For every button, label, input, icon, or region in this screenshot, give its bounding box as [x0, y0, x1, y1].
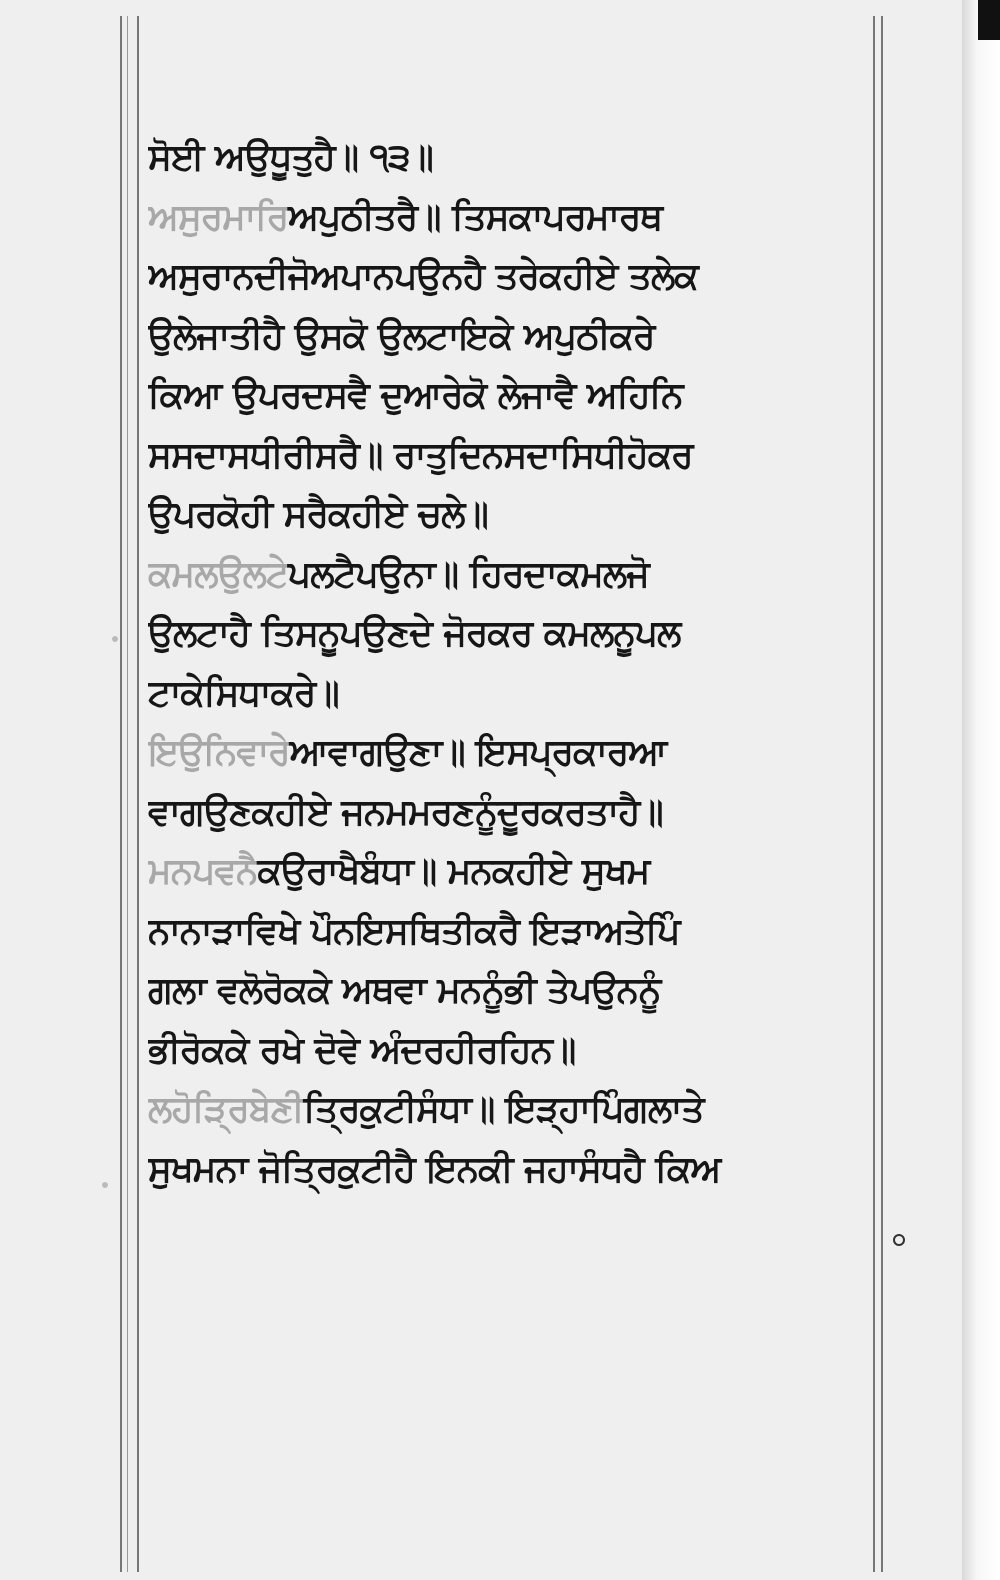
- line-text: ਸੁਖਮਨਾ ਜੋਤ੍ਰਿਕੁਟੀਹੈ ਇਨਕੀ ਜਹਾਸੰਧਹੈ ਕਿਅ: [148, 1148, 721, 1190]
- line-text: ਨਾਨਾੜਾਵਿਖੇ ਪੌਨਇਸਥਿਤੀਕਰੈ ਇੜਾਅਤੇਪਿੰ: [148, 910, 680, 952]
- line-text: ਉਲੇਜਾਤੀਹੈ ਉਸਕੋ ਉਲਟਾਇਕੇ ਅਪੁਠੀਕਰੇ: [148, 315, 655, 357]
- text-line: [148, 1140, 878, 1200]
- line-text: ਆਵਾਗਉਣਾ॥ ਇਸਪ੍ਰਕਾਰਆ: [289, 732, 667, 773]
- text-line: [148, 188, 878, 248]
- scan-border: [978, 0, 1000, 40]
- text-line: [148, 366, 878, 426]
- rubric-phrase: ਲਹੋੜ੍ਰਿਬੇਣੀ: [148, 1089, 304, 1130]
- ink-spot: [102, 1182, 108, 1188]
- text-line: [148, 307, 878, 367]
- end-mark: [893, 1234, 905, 1246]
- text-line: [148, 1021, 878, 1081]
- left-margin-rule: [127, 16, 128, 1572]
- line-text: ਅਸੁਰਾਨਦੀਜੋਅਪਾਨਪਉਨਹੈ ਤਰੇਕਹੀਏ ਤਲੇਕ: [148, 256, 698, 297]
- line-text: ਭੀਰੋਕਕੇ ਰਖੇ ਦੋਵੇ ਅੰਦਰਹੀਰਹਿਨ॥: [148, 1029, 576, 1071]
- line-text: ਉਲਟਾਹੈ ਤਿਸਨੂਪਉਣਦੇ ਜੋਰਕਰ ਕਮਲਨੂਪਲ: [148, 613, 681, 654]
- rubric-phrase: ਕਮਲਉਲਟੇ: [148, 553, 289, 595]
- rubric-phrase: ਮਨਪਵਨੈ: [148, 851, 258, 892]
- line-text: ਉਪਰਕੋਹੀ ਸਰੈਕਹੀਏ ਚਲੇ॥: [148, 494, 488, 535]
- left-margin-rule: [137, 16, 139, 1572]
- line-text: ਅਪੁਠੀਤਰੈ॥ ਤਿਸਕਾਪਰਮਾਰਥ: [288, 196, 663, 238]
- left-margin-rule: [120, 16, 122, 1572]
- rubric-phrase: ਅਸੁਰਮਾਰਿ: [148, 196, 289, 238]
- line-text: ਵਾਗਉਣਕਹੀਏ ਜਨਮਮਰਣਨੂੰਦੂਰਕਰਤਾਹੈ॥: [148, 791, 663, 833]
- text-line: [148, 485, 878, 545]
- line-text: ਪਲਟੈਪਉਨਾ॥ ਹਿਰਦਾਕਮਲਜੋ: [288, 553, 649, 595]
- ink-spot: [112, 636, 118, 642]
- line-text: ਟਾਕੇਸਿਧਾਕਰੇ॥: [148, 672, 339, 714]
- text-line: [148, 783, 878, 843]
- text-line: [148, 1080, 878, 1140]
- line-text: ਕਉਰਾਖੈਬੰਧਾ॥ ਮਨਕਹੀਏ ਸੁਖਮ: [257, 851, 650, 892]
- manuscript-text: [148, 128, 878, 1199]
- rubric-phrase: ਇਉਨਿਵਾਰੇ: [148, 732, 290, 773]
- right-margin-rule: [881, 16, 883, 1572]
- text-line: [148, 426, 878, 486]
- text-line: [148, 842, 878, 902]
- text-line: [148, 902, 878, 962]
- line-text: ਸੋਈ ਅਉਧੂਤੁਹੈ॥ ੧੩॥: [148, 137, 433, 178]
- text-line: [148, 723, 878, 783]
- line-text: ਕਿਆ ਉਪਰਦਸਵੈ ਦੁਆਰੇਕੋ ਲੇਜਾਵੈ ਅਹਿਨਿ: [148, 375, 683, 416]
- line-text: ਤ੍ਰਿਕੁਟੀਸੰਧਾ॥ ਇੜ੍ਹਾਪਿੰਗਲਾਤੇ: [303, 1089, 704, 1130]
- text-line: [148, 545, 878, 605]
- line-text: ਗਲਾ ਵਲੋਰੋਕਕੇ ਅਥਵਾ ਮਨਨੂੰਭੀ ਤੇਪਉਨਨੂੰ: [148, 970, 661, 1011]
- line-text: ਸਸਦਾਸਧੀਰੀਸਰੈ॥ ਰਾਤੁਦਿਨਸਦਾਸਿਧੀਹੋਕਰ: [148, 434, 693, 476]
- text-line: [148, 128, 878, 188]
- text-line: [148, 664, 878, 724]
- page-edge: [962, 0, 1000, 1580]
- text-line: [148, 247, 878, 307]
- text-line: [148, 961, 878, 1021]
- text-line: [148, 604, 878, 664]
